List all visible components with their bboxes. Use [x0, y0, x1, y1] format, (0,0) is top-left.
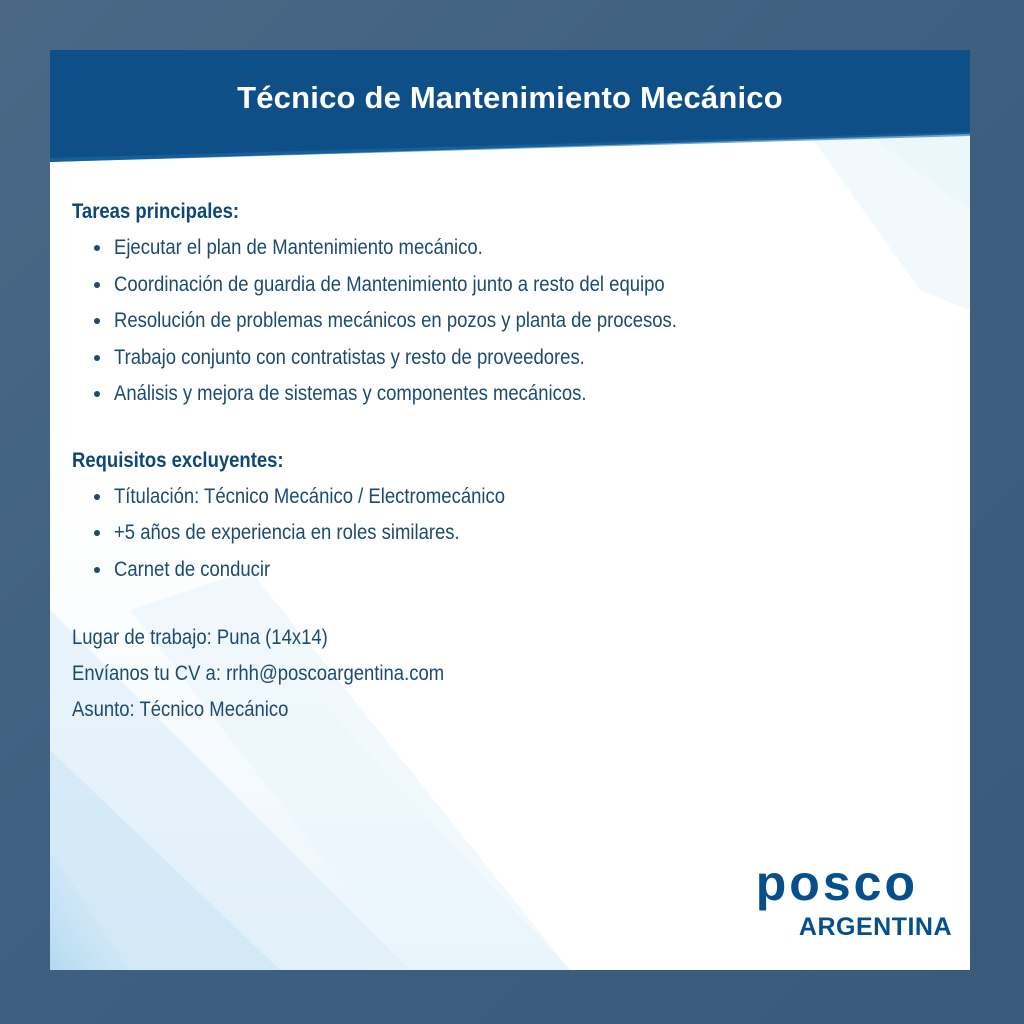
send-cv-text: Envíanos tu CV a: rrhh@poscoargentina.com	[72, 662, 445, 685]
job-post-card	[50, 50, 970, 970]
bullet-icon	[94, 494, 100, 500]
bullet-icon	[94, 567, 100, 573]
requirements-section	[72, 449, 942, 589]
bullet-icon	[94, 355, 100, 361]
list-item: Coordinación de guardia de Mantenimiento junto a resto del equipo	[94, 267, 942, 304]
header-banner	[50, 50, 970, 162]
page-title: Técnico de Mantenimiento Mecánico	[237, 80, 783, 115]
tasks-heading: Tareas principales:	[72, 200, 240, 223]
bullet-icon	[94, 391, 100, 397]
work-location: Lugar de trabajo: Puna (14x14)	[72, 626, 328, 649]
info-block	[72, 620, 942, 728]
list-item: Carnet de conducir	[94, 552, 942, 589]
logo-wordmark: posco	[755, 855, 918, 911]
list-item: Resolución de problemas mecánicos en pozos y planta de procesos.	[94, 303, 942, 340]
list-item: Trabajo conjunto con contratistas y resto de proveedores.	[94, 340, 942, 377]
bullet-icon	[94, 530, 100, 536]
list-item: Títulación: Técnico Mecánico / Electromecánico	[94, 479, 942, 516]
bullet-icon	[94, 282, 100, 288]
posco-logo	[742, 855, 952, 948]
tasks-list	[72, 230, 942, 413]
subject-text: Asunto: Técnico Mecánico	[72, 698, 289, 721]
tasks-section	[72, 200, 942, 413]
bullet-icon	[94, 245, 100, 251]
content	[72, 200, 942, 728]
logo-subtitle: ARGENTINA	[798, 913, 952, 941]
list-item: +5 años de experiencia en roles similares.	[94, 515, 942, 552]
requirements-heading: Requisitos excluyentes:	[72, 448, 284, 472]
bullet-icon	[94, 318, 100, 324]
requirements-list	[72, 479, 942, 589]
list-item: Análisis y mejora de sistemas y componentes mecánicos.	[94, 376, 942, 413]
list-item: Ejecutar el plan de Mantenimiento mecánico.	[94, 230, 942, 267]
